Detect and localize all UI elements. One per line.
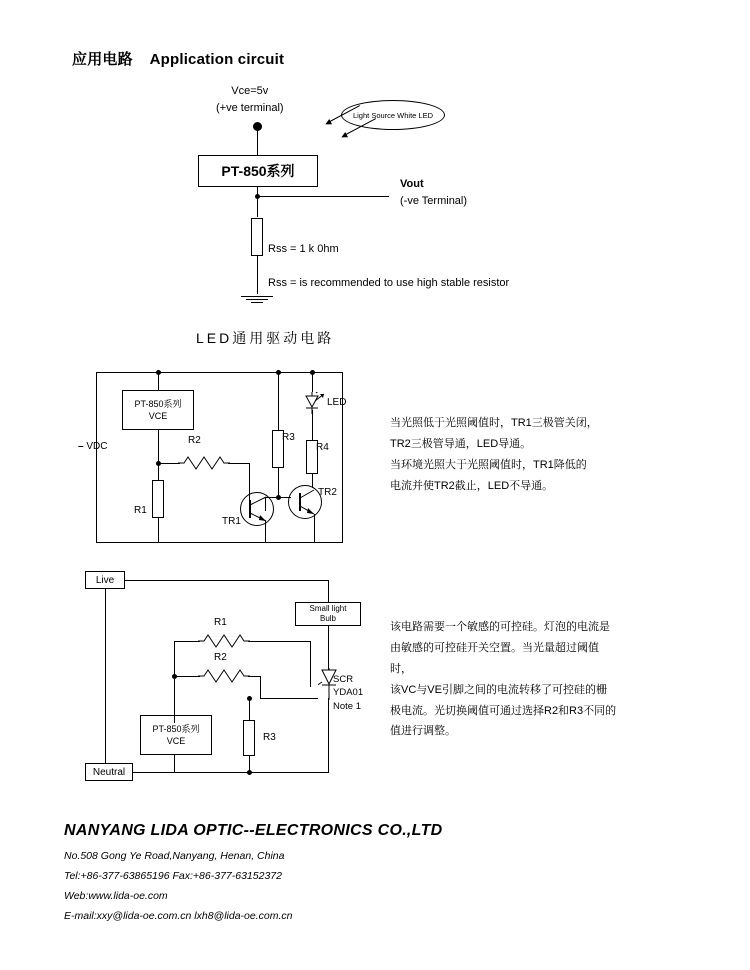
scr-note-ref: Note 1: [333, 700, 361, 712]
resistor-r1-c3-symbol: [198, 633, 250, 649]
vout-text: Vout: [400, 178, 424, 190]
c3-wire-box-top: [174, 715, 175, 723]
bulb-label-2: Bulb: [319, 614, 336, 623]
c3-wire-r1-to-gate: [310, 641, 311, 687]
c3-description: [390, 617, 620, 742]
rss-value: Rss = 1 k 0hm: [268, 243, 339, 256]
scr-note: [333, 673, 363, 713]
c3-wire-box-bottom: [174, 755, 175, 772]
c3-desc-line-4: 极电流。光切换阈值可通过选择R2和R3不同的: [390, 704, 617, 717]
c3-desc-line-3: 该VC与VE引脚之间的电流转移了可控硅的栅: [390, 683, 607, 696]
wire-supply-to-device: [257, 130, 258, 156]
c2-wire-r3-top: [278, 372, 279, 430]
device-box-pt850: [198, 155, 318, 187]
c3-r1-label: R1: [214, 617, 227, 628]
c2-wire-r4-top: [312, 410, 313, 440]
footer-phone: Tel:+86-377-63865196 Fax:+86-377-63152372: [64, 870, 282, 882]
c2-desc-line-1: 当光照低于光照阈值时，TR1三极管关闭，: [390, 417, 598, 429]
c3-wire-r1-right: [248, 641, 310, 642]
c2-wire-tr1-collector: [265, 497, 266, 511]
c2-left-rail: [96, 372, 97, 543]
footer-website: Web:www.lida-oe.com: [64, 890, 168, 902]
c3-live-wire: [125, 580, 328, 581]
c2-wire-r1-top: [158, 460, 159, 480]
resistor-r2-c3-symbol: [198, 668, 250, 684]
c3-r2-label: R2: [214, 652, 227, 663]
c2-bottom-rail: [96, 542, 342, 543]
c3-r3-label: R3: [263, 732, 276, 743]
c2-desc-line-4: 电流并使TR2截止，LED不导通。: [390, 479, 554, 492]
c3-wire-to-scr-gate: [260, 698, 318, 699]
rss-recommendation: Rss = is recommended to use high stable resistor: [268, 277, 510, 290]
circuit1-vout-label: [400, 176, 467, 209]
c2-desc-line-2: TR2三极管导通，LED导通。: [390, 437, 532, 450]
c2-vdc-label: – VDC: [78, 441, 108, 452]
page-title: [72, 48, 284, 69]
positive-terminal-label: (+ve terminal): [216, 101, 284, 114]
c3-desc-line-1: 该电路需要一个敏感的可控硅。灯泡的电流是: [390, 621, 610, 633]
page-title-cn: 应用电路: [72, 51, 133, 68]
c3-wire-r1-left: [174, 641, 200, 642]
c2-desc-line-3: 当环境光照大于光照阈值时，TR1降低的: [390, 458, 587, 471]
led-emission-arrows-icon: [315, 393, 331, 405]
c2-tr2-label: TR2: [318, 487, 337, 498]
c2-wire-tr2-emitter: [314, 514, 315, 542]
resistor-r1: [152, 480, 164, 518]
c2-r2-label: R2: [188, 435, 201, 446]
c2-device-box: [122, 390, 194, 430]
c2-top-rail: [96, 372, 342, 373]
c2-junction-r3-tr: [276, 495, 281, 500]
c2-wire-to-r2: [158, 463, 180, 464]
c3-junction-r3: [247, 696, 252, 701]
c3-wire-r2-down: [260, 676, 261, 698]
c3-junction-r2: [172, 674, 177, 679]
c3-desc-line-2: 由敏感的可控硅开关空置。当光量超过阈值时，: [390, 641, 599, 675]
transistor-tr2-symbol: [288, 485, 322, 519]
c2-led-label: LED: [327, 397, 347, 408]
device-box-label: PT-850系列: [221, 163, 295, 179]
c3-wire-bulb-to-scr: [328, 626, 329, 670]
c2-tr1-label: TR1: [222, 516, 241, 527]
c3-device-sub: VCE: [166, 736, 186, 746]
c2-wire-led-top: [312, 372, 313, 392]
c3-wire-vertical-left: [174, 641, 175, 723]
c3-device-label: PT-850系列: [152, 723, 200, 734]
c3-desc-line-5: 值进行调整。: [390, 725, 456, 738]
c2-r4-label: R4: [316, 442, 329, 453]
footer-email: E-mail:xxy@lida-oe.com.cn lxh8@lida-oe.com.cn: [64, 910, 293, 922]
c3-wire-live-to-bulb: [328, 580, 329, 602]
light-source-callout-label: Light Source White LED: [352, 110, 434, 120]
c3-junction-r3-bottom: [247, 770, 252, 775]
c2-r1-label: R1: [134, 505, 147, 516]
c2-wire-r3-bottom: [278, 468, 279, 498]
page-title-en: Application circuit: [149, 51, 285, 68]
c2-junction-led: [310, 370, 315, 375]
footer-company-name: NANYANG LIDA OPTIC--ELECTRONICS CO.,LTD: [64, 822, 443, 839]
scr-part: YDA01: [333, 687, 364, 699]
section-heading-led-driver: LED通用驱动电路: [196, 330, 335, 346]
c2-wire-r2-to-tr1: [228, 463, 250, 464]
c3-neutral-wire: [133, 772, 329, 773]
c3-wire-r3-top: [249, 698, 250, 720]
live-label: Live: [95, 574, 115, 586]
vce-value: Vce=5v: [231, 85, 269, 97]
c2-wire-r1-bottom: [158, 518, 159, 542]
resistor-r2-symbol: [178, 455, 230, 471]
c2-wire-tr1-emitter: [265, 520, 266, 542]
c3-wire-scr-to-neutral: [328, 698, 329, 772]
footer-address: No.508 Gong Ye Road,Nanyang, Henan, China: [64, 850, 285, 862]
resistor-r3-c3: [243, 720, 255, 756]
c3-wire-r2-left: [174, 676, 200, 677]
c2-wire-box-bottom: [158, 430, 159, 460]
wire-vout: [257, 196, 389, 197]
wire-device-to-node: [257, 187, 258, 217]
bulb-label-1: Small light: [309, 604, 347, 614]
c2-description: [390, 413, 620, 497]
wire-rss-to-ground: [257, 256, 258, 294]
rss-note: [268, 224, 509, 309]
neutral-terminal-box: [85, 763, 133, 781]
c2-device-sub: VCE: [148, 411, 168, 421]
scr-name: SCR: [333, 674, 354, 685]
c2-r3-label: R3: [282, 432, 295, 443]
light-source-callout: [341, 100, 445, 130]
vdc-text: VDC: [86, 441, 108, 452]
c3-left-rail: [105, 589, 106, 763]
negative-terminal-label: (-ve Terminal): [400, 194, 468, 207]
resistor-rss: [251, 218, 263, 256]
live-terminal-box: [85, 571, 125, 589]
circuit1-vce-label: [216, 83, 284, 116]
c2-junction-r3-top: [276, 370, 281, 375]
bulb-box: [295, 602, 361, 626]
neutral-label: Neutral: [92, 766, 126, 778]
c2-junction-top: [156, 370, 161, 375]
c2-device-label: PT-850系列: [134, 398, 182, 409]
c3-wire-r2-right: [248, 676, 260, 677]
c3-device-box: [140, 715, 212, 755]
vout-junction-dot: [255, 194, 260, 199]
